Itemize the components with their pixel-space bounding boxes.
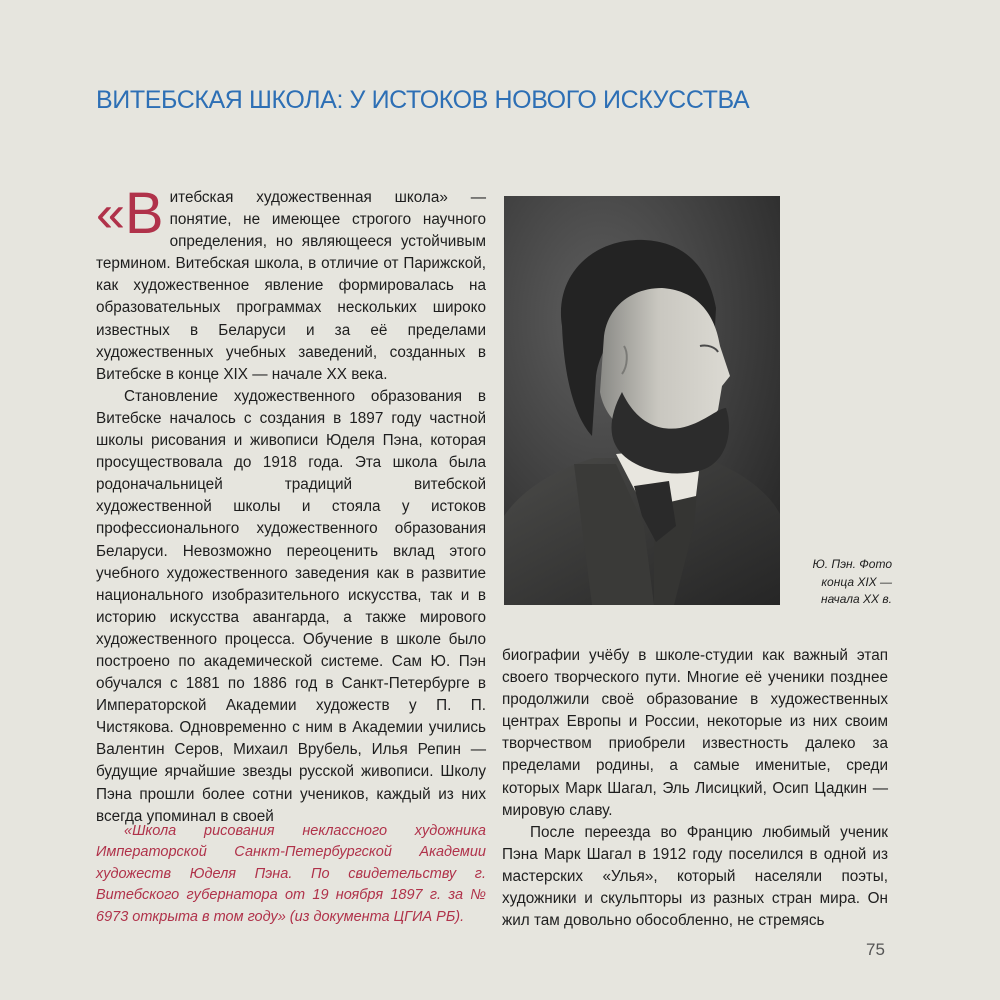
portrait-photo bbox=[504, 196, 780, 605]
photo-caption: Ю. Пэн. Фото конца XIX — начала XX в. bbox=[812, 557, 892, 606]
drop-cap-letter: В bbox=[124, 181, 164, 246]
page-number: 75 bbox=[866, 940, 885, 959]
document-quote bbox=[96, 821, 486, 928]
drop-cap-quote: « bbox=[96, 185, 125, 243]
body-paragraph: После переезда во Францию любимый ученик Пэна Марк Шагал в 1912 году поселился в одной из мастерских «Улья», который населяли поэты, художники и скульпторы из разных стран мира. Он жил там довольно обособленно, не стремясь bbox=[502, 823, 888, 930]
right-column bbox=[502, 645, 888, 932]
intro-text: итебская художественная школа» — понятие, не имеющее строгого научного определения, но являющееся устойчивым термином. Витебская школа, в отличие от Парижской, как художественное явление формировалась на образовательных программах нескольких широко известных в Беларуси и за её пределами художественных учебных заведений, созданных в Витебске в конце XIX — начале XX века. bbox=[96, 189, 486, 383]
body-paragraph: Становление художественного образования в Витебске началось с создания в 1897 году частной школы рисования и живописи Юделя Пэна, которая просуществовала до 1918 года. Эта школа была родоначальницей традиций витебской художественной школы и стояла у истоков профессионального художественного образования Беларуси. Невозможно переоценить вклад этого учебного художественного заведения как в развитие национального изобразительного искусства, так и в историю искусства авангарда, а также мирового художественного процесса. Обучение в школе было построено по академической системе. Сам Ю. Пэн обучался с 1881 по 1886 год в Санкт-Петербурге в Императорской Академии художеств у П. П. Чистякова. Одновременно с ним в Академии учились Валентин Серов, Михаил Врубель, Илья Репин — будущие ярчайшие звезды русской живописи. Школу Пэна прошли более сотни учеников, каждый из них всегда упоминал в своей bbox=[96, 387, 486, 825]
page-title: ВИТЕБСКАЯ ШКОЛА: У ИСТОКОВ НОВОГО ИСКУССТВА bbox=[96, 86, 750, 114]
quote-text: «Школа рисования неклассного художника Императорской Санкт-Петербургской Академии художеств Юделя Пэна. По свидетельству г. Витебского губернатора от 19 ноября 1897 г. за № 6973 открыта в том году» (из документа ЦГИА РБ). bbox=[96, 823, 486, 925]
intro-paragraph bbox=[96, 181, 486, 386]
body-paragraph: биографии учёбу в школе-студии как важный этап своего творческого пути. Многие её ученики позднее продолжили своё образование в художественных центрах Европы и России, некоторые из них своим творчеством приобрели известность далеко за пределами родины, а самые именитые, среди которых Марк Шагал, Эль Лисицкий, Осип Цадкин — мировую славу. bbox=[502, 647, 888, 819]
drop-cap bbox=[96, 181, 164, 246]
portrait-image bbox=[504, 196, 780, 605]
left-column bbox=[96, 181, 486, 828]
